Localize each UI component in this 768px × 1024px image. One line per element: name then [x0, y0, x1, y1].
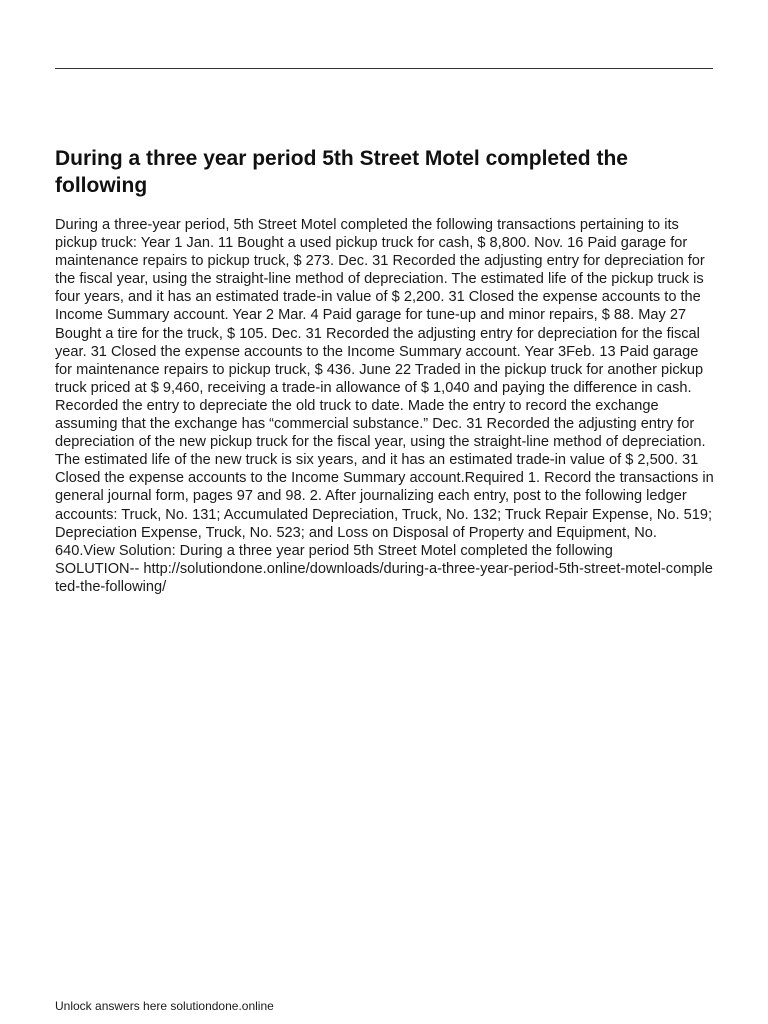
body-text: During a three-year period, 5th Street Motel completed the following transactions pertaining to its pickup truck: Year 1 Jan. 11 Bought a used pickup truck for cash, $ 8,800. Nov. 16 Paid garage for maintenance repairs to pickup truck, $ 273. Dec. 31 Recorded the adjusting entry for depreciation for the fiscal year, using the straight-line method of depreciation. The estimated life of the pickup truck is four years, and it has an estimated trade-in value of $ 2,200. 31 Closed the expense accounts to the Income Summary account. Year 2 Mar. 4 Paid garage for tune-up and minor repairs, $ 88. May 27 Bought a tire for the truck, $ 105. Dec. 31 Recorded the adjusting entry for depreciation for the fiscal year. 31 Closed the expense accounts to the Income Summary account. Year 3Feb. 13 Paid garage for maintenance repairs to pickup truck, $ 436. June 22 Traded in the pickup truck for another pickup truck priced at $ 9,460, receiving a trade-in allowance of $ 1,040 and paying the difference in cash. Recorded the entry to depreciate the old truck to date. Made the entry to record the exchange assuming that the exchange has “commercial substance.” Dec. 31 Recorded the adjusting entry for depreciation of the new pickup truck for the fiscal year, using the straight-line method of depreciation. The estimated life of the new truck is six years, and it has an estimated trade-in value of $ 2,500. 31 Closed the expense accounts to the Income Summary account.Required 1. Record the transactions in general journal form, pages 97 and 98. 2. After journalizing each entry, post to the following ledger accounts: Truck, No. 131; Accumulated Depreciation, Truck, No. 132; Truck Repair Expense, No. 519; Depreciation Expense, Truck, No. 523; and Loss on Disposal of Property and Equipment, No. 640.View Solution: During a three year period 5th Street Motel completed the following [55, 217, 714, 559]
solution-link[interactable]: http://solutiondone.online/downloads/during-a-three-year-period-5th-street-motel-completed-the-following/ [55, 560, 713, 595]
header-divider [55, 68, 713, 69]
document-body [55, 216, 715, 596]
page-title: During a three year period 5th Street Motel completed the following [55, 147, 628, 197]
footer-text: Unlock answers here solutiondone.online [55, 999, 274, 1013]
solution-prefix: SOLUTION-- [55, 560, 144, 577]
